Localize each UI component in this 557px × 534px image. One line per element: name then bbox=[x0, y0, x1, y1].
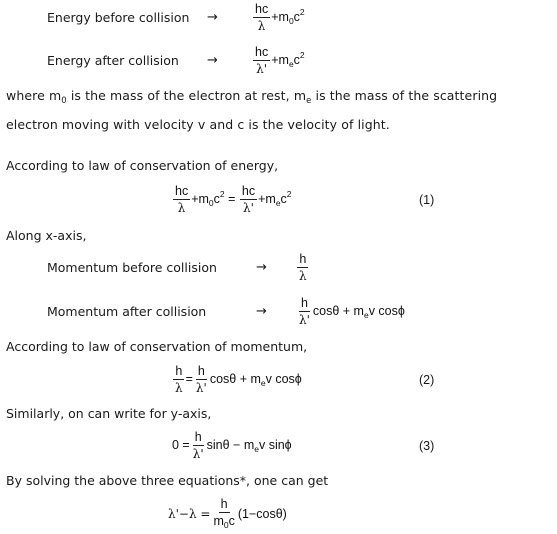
energy-before-label: Energy before collision bbox=[47, 10, 190, 25]
fraction: $\frac{hc}{\lambda'}$ bbox=[255, 45, 269, 76]
fraction: $\frac{h}{m_0c}$ bbox=[213, 497, 235, 530]
along-x-label: Along x-axis, bbox=[6, 228, 87, 243]
equation-2: $\frac{h}{\lambda}$ = $\frac{h}{\lambda'}$ $\cos\theta + m_ev$ cosϕ bbox=[175, 364, 302, 395]
similarly-label: Similarly, on can write for y-axis, bbox=[6, 406, 212, 421]
momentum-after-label: Momentum after collision bbox=[47, 304, 207, 319]
energy-before-expression: $\frac{hc}{\lambda}$ $+m_0c^2$ bbox=[255, 2, 305, 33]
fraction: $\frac{hc}{\lambda}$ bbox=[255, 2, 269, 33]
fraction: $\frac{hc}{\lambda'}$ bbox=[241, 184, 256, 215]
equation-number: (2) bbox=[419, 373, 435, 387]
equation-number: (1) bbox=[419, 193, 435, 207]
conservation-energy-label: According to law of conservation of energy, bbox=[6, 158, 279, 173]
fraction: $\frac{h}{\lambda'}$ bbox=[299, 296, 310, 327]
fraction: $\frac{h}{\lambda'}$ bbox=[195, 364, 207, 395]
equation-1: $\frac{hc}{\lambda}$ $+m_0c^2$ = $\frac{hc}{\lambda'}$ $+m_ec^2$ bbox=[175, 184, 292, 215]
momentum-before-label: Momentum before collision bbox=[47, 260, 217, 275]
arrow-right-icon: → bbox=[256, 260, 267, 275]
arrow-right-icon: → bbox=[256, 304, 267, 319]
fraction: $\frac{h}{\lambda}$ bbox=[175, 364, 183, 395]
fraction: $\frac{h}{\lambda'}$ bbox=[192, 430, 204, 461]
where-paragraph: where $m_0$ is the mass of the electron at rest, $m_e$ is the mass of the scattering electron moving with velocity v and c is the velocity of light. bbox=[6, 88, 498, 132]
momentum-after-expression: $\frac{h}{\lambda'}$ $\cos\theta + m_ev$ cosϕ bbox=[299, 296, 405, 327]
fraction: $\frac{hc}{\lambda}$ bbox=[175, 184, 189, 215]
conservation-momentum-label: According to law of conservation of momentum, bbox=[6, 339, 308, 354]
energy-after-label: Energy after collision bbox=[47, 53, 179, 68]
equation-number: (3) bbox=[419, 439, 435, 453]
solving-label: By solving the above three equations*, one can get bbox=[6, 473, 329, 488]
arrow-right-icon: → bbox=[207, 53, 218, 68]
energy-after-expression: $\frac{hc}{\lambda'}$ $+m_ec^2$ bbox=[255, 45, 305, 76]
fraction: $\frac{h}{\lambda}$ bbox=[299, 252, 307, 283]
compton-equation: λ'−λ = $\frac{h}{m_0c}$ (1−cosθ) bbox=[168, 497, 287, 530]
momentum-before-expression bbox=[296, 252, 310, 283]
arrow-right-icon: → bbox=[207, 10, 218, 25]
equation-3: 0 = $\frac{h}{\lambda'}$ $\sin\theta - m_ev$ sinϕ bbox=[172, 430, 292, 461]
